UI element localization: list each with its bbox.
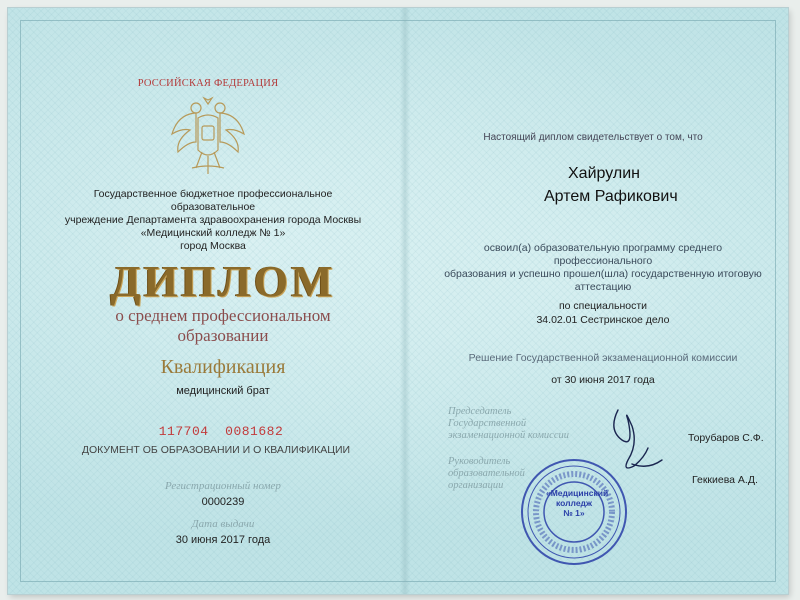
chair-label [448,406,588,442]
country-name: РОССИЙСКАЯ ФЕДЕРАЦИЯ [137,78,279,89]
chair-label-line: Государственной [448,418,527,429]
issue-date-label: Дата выдачи [191,518,255,530]
diploma-subtitle [78,306,368,346]
stamp-line: «Медицинский [546,488,609,498]
chair-label-line: Председатель [448,406,512,417]
specialty-value: 34.02.01 Сестринское дело [536,314,670,326]
commission-decision-date: от 30 июня 2017 года [551,374,655,386]
registration-number: 0000239 [201,496,245,508]
program-line: освоил(а) образовательную программу среднего профессионального [483,242,723,267]
diploma-title: ДИПЛОМ [110,257,336,306]
head-label-line: организации [448,480,504,491]
program-line: образования и успешно прошел(шла) государственную итоговую [444,268,762,280]
qualification-label: Квалификация [160,356,286,378]
serial-number: 117704 0081682 [158,424,284,439]
graduate-given-names: Артем Рафикович [544,188,678,205]
document-type: ДОКУМЕНТ ОБ ОБРАЗОВАНИИ И О КВАЛИФИКАЦИИ [81,444,351,456]
org-line: Государственное бюджетное профессиональное образовательное [93,188,333,213]
org-line: город Москва [180,240,246,252]
qualification-value: медицинский брат [176,385,270,397]
double-headed-eagle-icon [168,94,248,180]
subtitle-line: о среднем профессиональном [115,306,331,325]
organization-name [58,188,368,253]
program-statement [438,242,768,294]
chair-name: Торубаров С.Ф. [688,432,764,444]
registration-label: Регистрационный номер [165,480,281,492]
org-line: «Медицинский колледж № 1» [140,227,286,239]
graduate-surname: Хайрулин [568,165,640,182]
commission-decision-label: Решение Государственной экзаменационной комиссии [468,352,738,364]
stamp-line: № 1» [563,508,585,518]
diploma-document [8,8,788,594]
program-line: аттестацию [574,281,632,293]
org-line: учреждение Департамента здравоохранения города Москвы [64,214,362,226]
specialty-label: по специальности [558,300,648,312]
head-name: Геккиева А.Д. [692,474,758,486]
head-label-line: Руководитель образовательной [448,456,525,479]
issue-date: 30 июня 2017 года [175,534,271,546]
chair-label-line: экзаменационной комиссии [448,430,569,441]
intro-text: Настоящий диплом свидетельствует о том, что [483,132,703,143]
stamp-line: колледж [556,498,592,508]
stamp-text [546,488,609,518]
page-fold [400,8,410,594]
subtitle-line: образовании [177,326,269,345]
